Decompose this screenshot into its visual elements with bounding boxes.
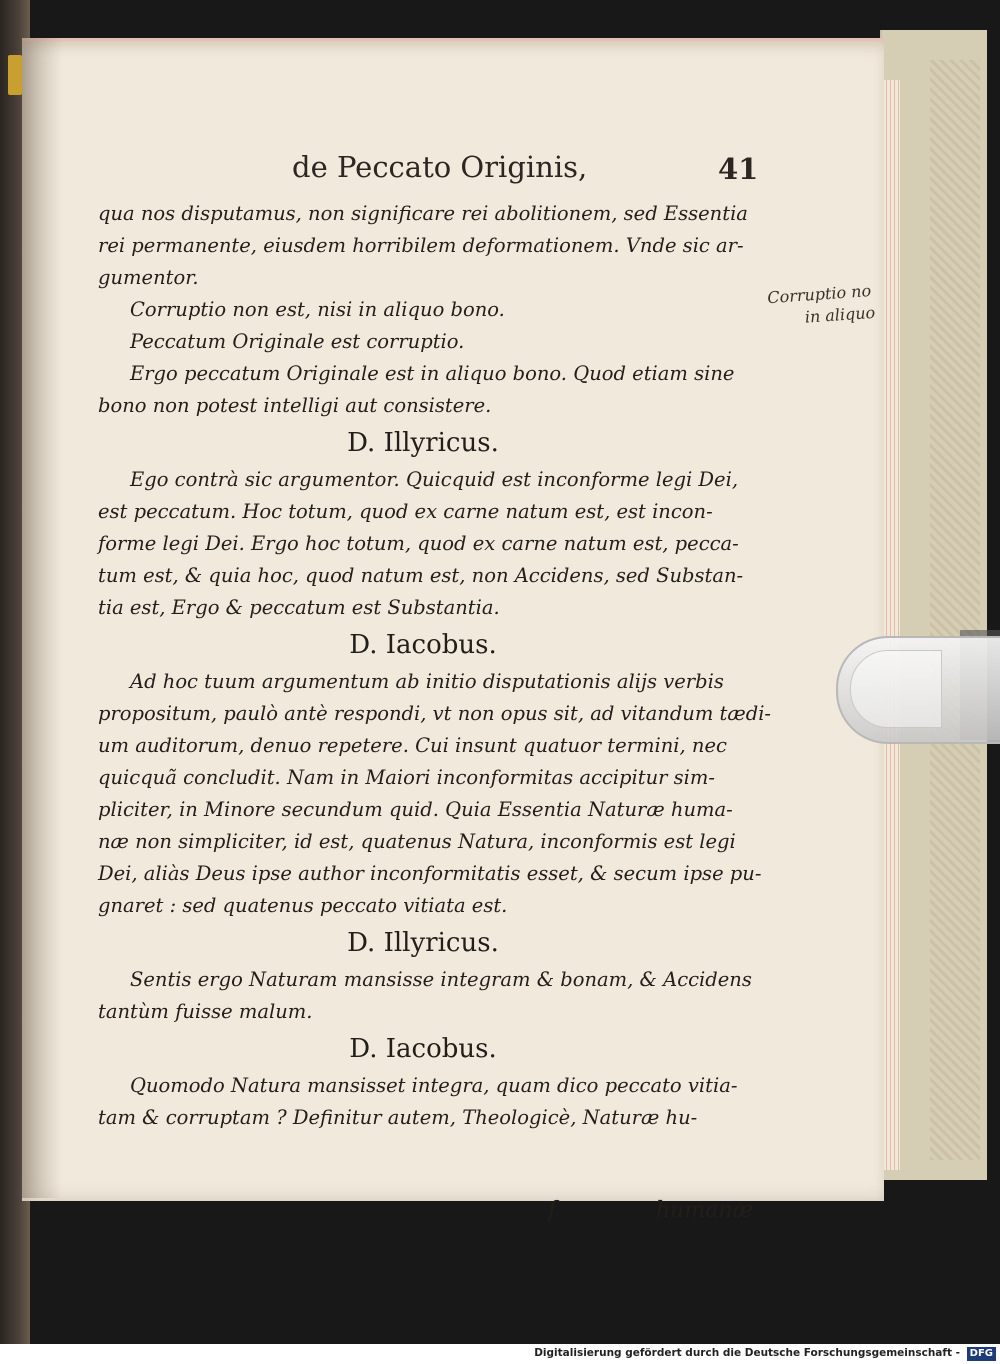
speaker-heading: D. Illyricus. <box>347 928 499 958</box>
speaker-heading: D. Iacobus. <box>349 630 497 660</box>
signature-mark: f <box>548 1198 557 1223</box>
text-line: Ego contrà sic argumentor. Quicquid est inconforme legi Dei, <box>130 468 739 491</box>
dfg-logo: DFG <box>967 1347 996 1361</box>
text-line: næ non simpliciter, id est, quatenus Natura, inconformis est legi <box>98 830 736 853</box>
text-line: Corruptio non est, nisi in aliquo bono. <box>130 298 505 321</box>
running-head-title: de Peccato Originis, <box>292 150 588 184</box>
marginalia-line: Corruptio no <box>766 281 872 308</box>
text-line: Ergo peccatum Originale est in aliquo bono. Quod etiam sine <box>130 362 735 385</box>
page-text <box>98 198 778 1134</box>
text-line: Peccatum Originale est corruptio. <box>130 330 465 353</box>
text-line: Ad hoc tuum argumentum ab initio disputationis alijs verbis <box>130 670 724 693</box>
text-line: propositum, paulò antè respondi, vt non opus sit, ad vitandum tædi- <box>98 702 772 725</box>
speaker-heading: D. Iacobus. <box>349 1034 497 1064</box>
speaker-heading: D. Illyricus. <box>347 428 499 458</box>
text-line: um auditorum, denuo repetere. Cui insunt quatuor termini, nec <box>98 734 727 757</box>
text-line: gnaret : sed quatenus peccato vitiata est. <box>98 894 508 917</box>
page-number: 41 <box>718 152 759 186</box>
text-line: est peccatum. Hoc totum, quod ex carne natum est, est incon- <box>98 500 713 523</box>
text-line: pliciter, in Minore secundum quid. Quia Essentia Naturæ huma- <box>98 798 733 821</box>
bookmark-ribbon <box>8 55 22 95</box>
text-line: tia est, Ergo & peccatum est Substantia. <box>98 596 500 619</box>
text-line: bono non potest intelligi aut consistere. <box>98 394 492 417</box>
running-head <box>0 150 1000 190</box>
text-line: qua nos disputamus, non significare rei abolitionem, sed Essentia <box>98 202 748 225</box>
catchword: humanæ <box>656 1198 754 1223</box>
text-line: forme legi Dei. Ergo hoc totum, quod ex carne natum est, pecca- <box>98 532 739 555</box>
text-line: tum est, & quia hoc, quod natum est, non Accidens, sed Substan- <box>98 564 744 587</box>
cover-texture <box>930 60 980 1160</box>
text-line: tam & corruptam ? Definitur autem, Theologicè, Naturæ hu- <box>98 1106 698 1129</box>
text-line: quicquã concludit. Nam in Maiori inconformitas accipitur sim- <box>98 766 716 789</box>
text-line: gumentor. <box>98 266 199 289</box>
text-line: Sentis ergo Naturam mansisse integram & bonam, & Accidens <box>130 968 752 991</box>
marginalia-line: in aliquo <box>804 302 876 327</box>
spine-shadow <box>22 38 62 1198</box>
text-line: tantùm fuisse malum. <box>98 1000 313 1023</box>
funding-credit: Digitalisierung gefördert durch die Deutsche Forschungsgemeinschaft - <box>534 1347 960 1359</box>
text-line: Dei, aliàs Deus ipse author inconformitatis esset, & secum ipse pu- <box>98 862 762 885</box>
text-line: Quomodo Natura mansisset integra, quam dico peccato vitia- <box>130 1074 738 1097</box>
footer-bar <box>0 1344 1000 1364</box>
text-line: rei permanente, eiusdem horribilem deformationem. Vnde sic ar- <box>98 234 744 257</box>
page-holder-clip-inner <box>850 650 942 728</box>
